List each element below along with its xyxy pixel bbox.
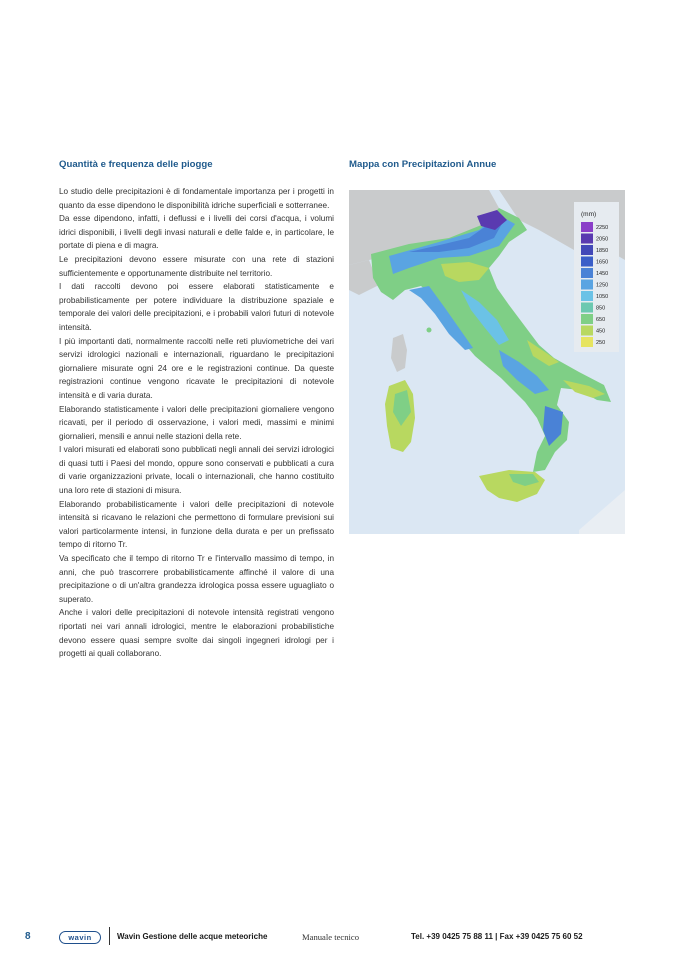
- legend-label: 2050: [596, 236, 609, 243]
- legend-label: 250: [596, 340, 606, 346]
- legend-label: 2250: [596, 225, 609, 231]
- paragraph: I più importanti dati, normalmente raccolti nelle reti pluviometriche dei vari servizi idrologici nazionali e internazionali, riguardano le precipitazioni giornaliere misurate ogni 24 ore e le registrazioni continue. Da queste registrazioni continue vengono ricavate le precipitazioni di notevole intensità e di varia durata.: [59, 336, 334, 400]
- legend-swatch: [581, 222, 593, 232]
- legend-label: 850: [596, 305, 606, 312]
- footer-contact: Tel. +39 0425 75 88 11 | Fax +39 0425 75 60 52: [411, 932, 583, 941]
- paragraph: Da esse dipendono, infatti, i deflussi e i livelli dei corsi d'acqua, i volumi idrici disponibili, i livelli degli invasi naturali e delle falde e, in particolare, le portate di piena e di magra.: [59, 214, 334, 251]
- legend-label: 650: [596, 317, 606, 323]
- legend-swatch: [581, 326, 593, 336]
- page-number: 8: [25, 931, 31, 942]
- paragraph: I dati raccolti devono poi essere elaborati statisticamente e probabilisticamente per potere individuare la distribuzione spaziale e temporale dei valori delle precipitazioni, e i probabili valori futuri di notevole intensità.: [59, 282, 334, 332]
- legend-swatch: [581, 234, 593, 244]
- paragraph: I valori misurati ed elaborati sono pubblicati negli annali dei servizi idrologici di quasi tutti i Paesi del mondo, oppure sono conservati e pubblicati a cura di varie organizzazioni private, locali o internazionali, che hanno costituito una loro rete di stazioni di misura.: [59, 445, 334, 496]
- precipitation-map: [349, 190, 625, 534]
- legend-label: 1050: [596, 294, 609, 300]
- legend-swatch: [581, 257, 593, 267]
- paragraph: Elaborando probabilisticamente i valori delle precipitazioni di notevole intensità si ricavano le relazioni che permettono di formulare previsioni sui valori particolarmente intensi, in funzione della durata e per un prefissato tempo di ritorno Tr.: [59, 499, 334, 550]
- legend-swatch: [581, 303, 593, 313]
- paragraph: Elaborando statisticamente i valori delle precipitazioni giornaliere vengono ricavati, per il periodo di osservazione, i valori medi, massimi e minimi giornalieri, mensili e annui nelle stazioni della rete.: [59, 404, 334, 441]
- legend-label: 1850: [596, 248, 609, 254]
- page-footer: [0, 926, 678, 950]
- body-text: [59, 185, 334, 661]
- legend-swatch: [581, 291, 593, 301]
- footer-title: Wavin Gestione delle acque meteoriche: [117, 932, 268, 941]
- legend-label: 1450: [596, 271, 609, 277]
- legend-swatch: [581, 268, 593, 278]
- legend-swatch: [581, 245, 593, 255]
- map-heading: Mappa con Precipitazioni Annue: [349, 159, 497, 170]
- legend-label: 1650: [596, 259, 609, 266]
- section-heading: Quantità e frequenza delle piogge: [59, 159, 213, 170]
- legend-label: 450: [596, 328, 606, 335]
- legend-swatch: [581, 314, 593, 324]
- legend-swatch: [581, 337, 593, 347]
- paragraph: Lo studio delle precipitazioni è di fondamentale importanza per i progetti in quanto da esse dipendono le disponibilità idriche superficiali e sotterranee.: [59, 187, 334, 210]
- footer-divider: [109, 927, 110, 945]
- paragraph: Va specificato che il tempo di ritorno Tr e l'intervallo massimo di tempo, in anni, che può trascorrere probabilisticamente affinché il valore di una precipitazione o di un'altra grandezza idrologica possa essere uguagliato o superato.: [59, 554, 334, 604]
- paragraph: Anche i valori delle precipitazioni di notevole intensità registrati vengono riportati nei vari annali idrologici, mentre le elaborazioni probabilistiche devono essere quasi sempre svolte dai singoli ingegneri idrologi per i progetti ai quali collaborano.: [59, 608, 334, 659]
- footer-subtitle: Manuale tecnico: [302, 932, 360, 942]
- map-graphic: [349, 190, 625, 534]
- paragraph: Le precipitazioni devono essere misurate con una rete di stazioni sufficientemente e opportunamente distribuite nel territorio.: [59, 254, 334, 278]
- legend-label: 1250: [596, 282, 609, 289]
- legend-unit: (mm): [581, 211, 597, 218]
- wavin-logo: wavin: [59, 931, 101, 944]
- legend-swatch: [581, 280, 593, 290]
